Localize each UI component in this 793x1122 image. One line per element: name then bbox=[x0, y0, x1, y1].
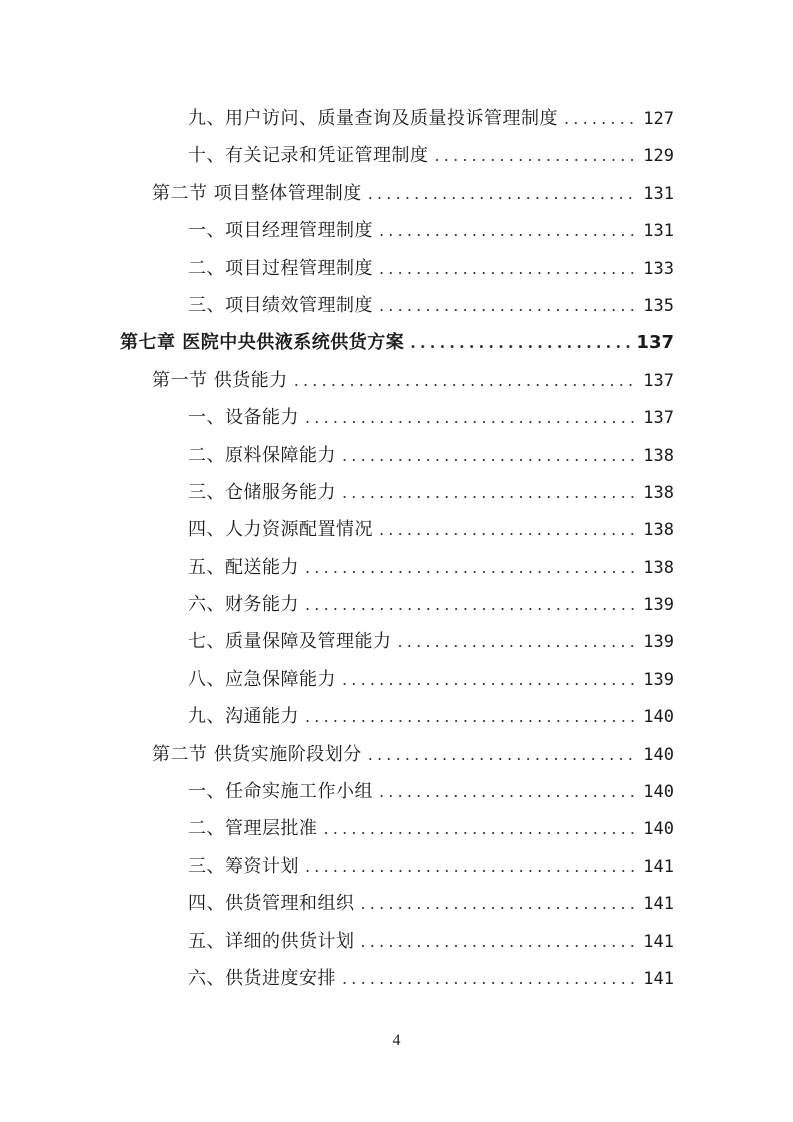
toc-entry-page: 137 bbox=[636, 332, 674, 354]
toc-entry-title: 第一节 供货能力 bbox=[152, 369, 288, 391]
toc-entry-title: 八、应急保障能力 bbox=[188, 668, 336, 690]
toc-dot-leader bbox=[342, 960, 637, 997]
toc-entry[interactable] bbox=[120, 437, 674, 474]
toc-entry-page: 138 bbox=[643, 520, 674, 541]
toc-entry-title: 三、筹资计划 bbox=[188, 855, 299, 877]
toc-entry[interactable] bbox=[120, 250, 674, 287]
toc-dot-leader bbox=[342, 661, 637, 698]
toc-entry-title: 六、财务能力 bbox=[188, 594, 299, 616]
toc-entry-title: 三、仓储服务能力 bbox=[188, 481, 336, 503]
toc-entry-title: 二、原料保障能力 bbox=[188, 444, 336, 466]
toc-entry[interactable] bbox=[120, 885, 674, 922]
toc-dot-leader bbox=[398, 623, 638, 660]
toc-entry-title: 一、设备能力 bbox=[188, 407, 299, 429]
toc-entry[interactable] bbox=[120, 511, 674, 548]
toc-dot-leader bbox=[361, 885, 638, 922]
toc-dot-leader bbox=[342, 474, 637, 511]
toc-entry-title: 一、任命实施工作小组 bbox=[188, 781, 373, 803]
toc-entry-page: 140 bbox=[643, 819, 674, 840]
toc-dot-leader bbox=[379, 511, 637, 548]
toc-dot-leader bbox=[410, 324, 630, 361]
toc-entry-page: 138 bbox=[643, 445, 674, 466]
toc-entry[interactable] bbox=[120, 586, 674, 623]
toc-chapter-entry[interactable] bbox=[120, 324, 674, 361]
toc-dot-leader bbox=[379, 287, 637, 324]
toc-entry-page: 137 bbox=[643, 408, 674, 429]
toc-dot-leader bbox=[294, 362, 638, 399]
toc-entry-page: 141 bbox=[643, 968, 674, 989]
toc-dot-leader bbox=[305, 549, 637, 586]
toc-dot-leader bbox=[342, 437, 637, 474]
toc-entry[interactable] bbox=[120, 736, 674, 773]
toc-entry[interactable] bbox=[120, 362, 674, 399]
toc-entry-title: 七、质量保障及管理能力 bbox=[188, 631, 392, 653]
toc-dot-leader bbox=[305, 698, 637, 735]
toc-entry-page: 131 bbox=[643, 183, 674, 204]
toc-entry-title: 二、项目过程管理制度 bbox=[188, 257, 373, 279]
toc-entry[interactable] bbox=[120, 100, 674, 137]
toc-entry-page: 135 bbox=[643, 295, 674, 316]
toc-entry[interactable] bbox=[120, 810, 674, 847]
toc-entry-page: 138 bbox=[643, 557, 674, 578]
toc-entry[interactable] bbox=[120, 661, 674, 698]
toc-entry-title: 二、管理层批准 bbox=[188, 818, 318, 840]
toc-entry-title: 五、配送能力 bbox=[188, 556, 299, 578]
toc-entry-title: 一、项目经理管理制度 bbox=[188, 220, 373, 242]
toc-entry[interactable] bbox=[120, 698, 674, 735]
toc-entry[interactable] bbox=[120, 137, 674, 174]
toc-entry-page: 140 bbox=[643, 782, 674, 803]
toc-entry[interactable] bbox=[120, 923, 674, 960]
toc-dot-leader bbox=[361, 923, 638, 960]
toc-dot-leader bbox=[379, 773, 637, 810]
toc-dot-leader bbox=[368, 175, 638, 212]
toc-entry-title: 九、沟通能力 bbox=[188, 706, 299, 728]
toc-entry[interactable] bbox=[120, 399, 674, 436]
table-of-contents bbox=[120, 100, 674, 997]
page-number: 4 bbox=[392, 1032, 401, 1049]
toc-dot-leader bbox=[564, 100, 637, 137]
toc-entry[interactable] bbox=[120, 960, 674, 997]
toc-entry-page: 139 bbox=[643, 669, 674, 690]
toc-dot-leader bbox=[379, 250, 637, 287]
toc-entry-title: 六、供货进度安排 bbox=[188, 967, 336, 989]
toc-entry[interactable] bbox=[120, 175, 674, 212]
toc-dot-leader bbox=[305, 399, 637, 436]
toc-entry-title: 四、供货管理和组织 bbox=[188, 893, 355, 915]
toc-entry[interactable] bbox=[120, 212, 674, 249]
toc-entry-page: 141 bbox=[643, 894, 674, 915]
toc-entry[interactable] bbox=[120, 848, 674, 885]
toc-entry-page: 140 bbox=[643, 707, 674, 728]
toc-entry-page: 131 bbox=[643, 221, 674, 242]
toc-entry-title: 三、项目绩效管理制度 bbox=[188, 294, 373, 316]
toc-entry-title: 十、有关记录和凭证管理制度 bbox=[188, 145, 429, 167]
toc-entry-page: 129 bbox=[643, 146, 674, 167]
toc-entry[interactable] bbox=[120, 549, 674, 586]
toc-dot-leader bbox=[379, 212, 637, 249]
toc-entry-page: 137 bbox=[643, 370, 674, 391]
toc-entry-page: 139 bbox=[643, 595, 674, 616]
toc-entry[interactable] bbox=[120, 287, 674, 324]
toc-entry-title: 第二节 项目整体管理制度 bbox=[152, 182, 362, 204]
toc-entry-title: 四、人力资源配置情况 bbox=[188, 519, 373, 541]
toc-entry-title: 第七章 医院中央供液系统供货方案 bbox=[120, 332, 405, 354]
toc-dot-leader bbox=[324, 810, 638, 847]
toc-dot-leader bbox=[305, 848, 637, 885]
toc-entry-page: 140 bbox=[643, 744, 674, 765]
toc-entry-page: 141 bbox=[643, 931, 674, 952]
toc-dot-leader bbox=[435, 137, 638, 174]
toc-entry-page: 138 bbox=[643, 482, 674, 503]
toc-entry[interactable] bbox=[120, 474, 674, 511]
toc-entry-title: 五、详细的供货计划 bbox=[188, 930, 355, 952]
toc-entry-page: 139 bbox=[643, 632, 674, 653]
toc-dot-leader bbox=[368, 736, 638, 773]
toc-entry[interactable] bbox=[120, 773, 674, 810]
toc-entry[interactable] bbox=[120, 623, 674, 660]
toc-entry-page: 127 bbox=[643, 109, 674, 129]
toc-entry-page: 141 bbox=[643, 856, 674, 877]
toc-entry-title: 第二节 供货实施阶段划分 bbox=[152, 743, 362, 765]
toc-dot-leader bbox=[305, 586, 637, 623]
toc-entry-title: 九、用户访问、质量查询及质量投诉管理制度 bbox=[188, 108, 558, 129]
toc-entry-page: 133 bbox=[643, 258, 674, 279]
